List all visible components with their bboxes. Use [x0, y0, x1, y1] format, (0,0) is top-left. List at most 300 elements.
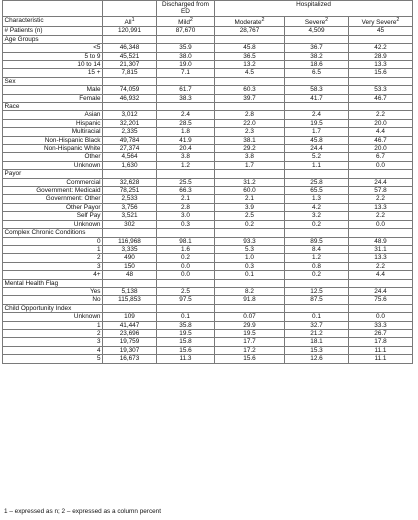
row-value: 61.7	[157, 86, 215, 94]
row-value: 58.3	[285, 86, 349, 94]
row-value: 3,335	[103, 245, 157, 253]
table-row	[3, 60, 413, 68]
row-value: 32,628	[103, 178, 157, 186]
row-value: 0.0	[349, 220, 413, 228]
row-value: 20.0	[349, 119, 413, 127]
row-value: 4.4	[349, 271, 413, 279]
row-value: 0.0	[349, 161, 413, 169]
row-label: No	[3, 296, 103, 304]
row-value: 48.9	[349, 237, 413, 245]
row-value: 19,307	[103, 346, 157, 354]
table-row	[3, 145, 413, 153]
section-spacer-cell	[215, 170, 285, 178]
row-value: 91.8	[215, 296, 285, 304]
section-spacer-cell	[103, 229, 157, 237]
row-value: 38.3	[157, 94, 215, 102]
row-value: 18.1	[285, 338, 349, 346]
row-label: 10 to 14	[3, 60, 103, 68]
row-label: 3	[3, 262, 103, 270]
row-value: 302	[103, 220, 157, 228]
row-value: 32.7	[285, 321, 349, 329]
row-value: 35.8	[157, 321, 215, 329]
table-row	[3, 271, 413, 279]
row-label: Unknown	[3, 313, 103, 321]
section-header-row	[3, 279, 413, 287]
row-value: 150	[103, 262, 157, 270]
row-value: 15.8	[157, 338, 215, 346]
table-row	[3, 237, 413, 245]
row-value: 5.2	[285, 153, 349, 161]
header-severe	[285, 16, 349, 27]
row-value: 0.3	[157, 220, 215, 228]
row-value: 32,201	[103, 119, 157, 127]
row-value: 15.6	[157, 346, 215, 354]
row-value: 21,307	[103, 60, 157, 68]
section-spacer-cell	[103, 35, 157, 43]
row-value: 19.5	[157, 329, 215, 337]
row-value: 8.4	[285, 245, 349, 253]
section-spacer-cell	[349, 279, 413, 287]
row-value: 15.6	[215, 355, 285, 363]
row-value: 31.1	[349, 245, 413, 253]
patients-row	[3, 27, 413, 35]
table-body	[3, 1, 413, 364]
table-row	[3, 262, 413, 270]
table-row	[3, 178, 413, 186]
section-spacer-cell	[103, 77, 157, 85]
row-value: 2.2	[349, 111, 413, 119]
row-value: 87.5	[285, 296, 349, 304]
row-value: 2.3	[215, 128, 285, 136]
patients-value: 87,670	[157, 27, 215, 35]
row-value: 490	[103, 254, 157, 262]
row-value: 49,784	[103, 136, 157, 144]
row-value: 74,059	[103, 86, 157, 94]
section-title: Complex Chronic Conditions	[3, 229, 103, 237]
section-title: Age Groups	[3, 35, 103, 43]
row-label: <5	[3, 44, 103, 52]
row-value: 7,815	[103, 69, 157, 77]
row-value: 3.8	[215, 153, 285, 161]
section-spacer-cell	[157, 229, 215, 237]
table-row	[3, 44, 413, 52]
header-moderate-sup: 2	[261, 16, 265, 23]
row-value: 17.8	[349, 338, 413, 346]
section-spacer-cell	[285, 279, 349, 287]
table-row	[3, 254, 413, 262]
section-title: Sex	[3, 77, 103, 85]
section-spacer-cell	[215, 304, 285, 312]
row-label: 4+	[3, 271, 103, 279]
section-header-row	[3, 170, 413, 178]
row-value: 46.7	[349, 94, 413, 102]
row-label: 3	[3, 338, 103, 346]
row-label: Yes	[3, 287, 103, 295]
row-value: 21.2	[285, 329, 349, 337]
row-value: 46,348	[103, 44, 157, 52]
row-value: 1.1	[285, 161, 349, 169]
row-value: 27,374	[103, 145, 157, 153]
row-value: 2.8	[215, 111, 285, 119]
row-value: 0.1	[157, 313, 215, 321]
table-row	[3, 245, 413, 253]
patients-value: 4,509	[285, 27, 349, 35]
header-group-row	[3, 1, 413, 17]
section-spacer-cell	[215, 229, 285, 237]
section-spacer-cell	[103, 103, 157, 111]
row-value: 57.8	[349, 187, 413, 195]
table-row	[3, 136, 413, 144]
section-spacer-cell	[349, 77, 413, 85]
row-value: 2.2	[349, 262, 413, 270]
header-mild-label: Mild	[178, 18, 190, 26]
row-value: 3,521	[103, 212, 157, 220]
row-value: 2.2	[349, 195, 413, 203]
section-spacer-cell	[103, 170, 157, 178]
table-row	[3, 313, 413, 321]
row-value: 24.4	[285, 145, 349, 153]
row-label: 2	[3, 254, 103, 262]
row-value: 0.0	[157, 262, 215, 270]
section-spacer-cell	[157, 279, 215, 287]
header-moderate	[215, 16, 285, 27]
row-value: 26.7	[349, 329, 413, 337]
row-label: Unknown	[3, 220, 103, 228]
row-label: 1	[3, 321, 103, 329]
section-spacer-cell	[157, 304, 215, 312]
header-mild-sup: 2	[189, 16, 193, 23]
row-value: 15.3	[285, 346, 349, 354]
row-value: 13.3	[349, 203, 413, 211]
row-value: 13.2	[215, 60, 285, 68]
row-value: 17.2	[215, 346, 285, 354]
section-spacer-cell	[285, 103, 349, 111]
row-label: Female	[3, 94, 103, 102]
table-row	[3, 69, 413, 77]
row-value: 38.2	[285, 52, 349, 60]
header-all-sup: 1	[131, 16, 135, 23]
row-value: 0.3	[215, 262, 285, 270]
header-discharged-group: Discharged from ED	[157, 1, 215, 17]
row-value: 1.2	[285, 254, 349, 262]
row-value: 20.4	[157, 145, 215, 153]
row-value: 19,759	[103, 338, 157, 346]
section-spacer-cell	[157, 103, 215, 111]
row-value: 11.3	[157, 355, 215, 363]
row-value: 19.5	[285, 119, 349, 127]
row-value: 2.8	[157, 203, 215, 211]
row-value: 2.5	[215, 212, 285, 220]
row-value: 23,696	[103, 329, 157, 337]
row-value: 22.0	[215, 119, 285, 127]
table-row	[3, 86, 413, 94]
table-row	[3, 187, 413, 195]
header-characteristic: Characteristic	[3, 16, 103, 27]
row-label: 4	[3, 346, 103, 354]
row-value: 28.5	[157, 119, 215, 127]
row-label: Other	[3, 153, 103, 161]
row-value: 0.2	[215, 220, 285, 228]
row-label: Government: Other	[3, 195, 103, 203]
row-value: 6.7	[349, 153, 413, 161]
row-label: Asian	[3, 111, 103, 119]
row-value: 65.5	[285, 187, 349, 195]
table-row	[3, 212, 413, 220]
row-value: 29.9	[215, 321, 285, 329]
header-very-severe-sup: 2	[396, 16, 400, 23]
table-row	[3, 329, 413, 337]
section-spacer-cell	[285, 35, 349, 43]
row-value: 11.1	[349, 355, 413, 363]
row-value: 4,564	[103, 153, 157, 161]
row-value: 89.5	[285, 237, 349, 245]
row-value: 1.7	[285, 128, 349, 136]
row-value: 1.8	[157, 128, 215, 136]
table-row	[3, 161, 413, 169]
row-label: Male	[3, 86, 103, 94]
row-value: 46,932	[103, 94, 157, 102]
section-spacer-cell	[349, 170, 413, 178]
row-value: 36.7	[285, 44, 349, 52]
header-blank-cell	[103, 1, 157, 17]
section-header-row	[3, 77, 413, 85]
row-value: 18.6	[285, 60, 349, 68]
row-label: Multiracial	[3, 128, 103, 136]
row-value: 20.0	[349, 145, 413, 153]
header-all-label: All	[124, 18, 132, 26]
row-value: 1.7	[215, 161, 285, 169]
row-value: 24.4	[349, 287, 413, 295]
section-header-row	[3, 229, 413, 237]
row-label: 1	[3, 245, 103, 253]
row-value: 97.5	[157, 296, 215, 304]
row-value: 0.2	[285, 271, 349, 279]
row-label: Self Pay	[3, 212, 103, 220]
header-all	[103, 16, 157, 27]
row-value: 0.2	[157, 254, 215, 262]
row-value: 2,533	[103, 195, 157, 203]
row-value: 19.5	[215, 329, 285, 337]
row-value: 36.5	[215, 52, 285, 60]
row-value: 0.1	[215, 271, 285, 279]
patients-value: 28,767	[215, 27, 285, 35]
row-value: 11.1	[349, 346, 413, 354]
row-label: 5	[3, 355, 103, 363]
table-row	[3, 346, 413, 354]
row-value: 15.6	[349, 69, 413, 77]
table-row	[3, 111, 413, 119]
table-row	[3, 321, 413, 329]
row-value: 25.5	[157, 178, 215, 186]
row-label: 15 +	[3, 69, 103, 77]
row-value: 109	[103, 313, 157, 321]
row-value: 115,853	[103, 296, 157, 304]
section-spacer-cell	[215, 35, 285, 43]
row-label: Hispanic	[3, 119, 103, 127]
row-value: 53.3	[349, 86, 413, 94]
row-value: 3.9	[215, 203, 285, 211]
row-value: 3.0	[157, 212, 215, 220]
table-row	[3, 203, 413, 211]
row-value: 2.1	[157, 195, 215, 203]
row-value: 4.4	[349, 128, 413, 136]
row-value: 41.9	[157, 136, 215, 144]
row-value: 2.2	[349, 212, 413, 220]
row-value: 3,756	[103, 203, 157, 211]
row-label: Other Payor	[3, 203, 103, 211]
row-value: 66.3	[157, 187, 215, 195]
row-value: 46.7	[349, 136, 413, 144]
section-spacer-cell	[285, 229, 349, 237]
row-value: 2.4	[157, 111, 215, 119]
row-value: 93.3	[215, 237, 285, 245]
row-value: 8.2	[215, 287, 285, 295]
row-value: 41,447	[103, 321, 157, 329]
header-moderate-label: Moderate	[234, 18, 262, 26]
row-value: 29.2	[215, 145, 285, 153]
row-value: 12.6	[285, 355, 349, 363]
row-value: 2.5	[157, 287, 215, 295]
row-value: 0.07	[215, 313, 285, 321]
row-value: 42.2	[349, 44, 413, 52]
section-spacer-cell	[349, 103, 413, 111]
section-spacer-cell	[157, 77, 215, 85]
section-spacer-cell	[349, 35, 413, 43]
section-spacer-cell	[157, 170, 215, 178]
table-row	[3, 195, 413, 203]
table-row	[3, 128, 413, 136]
header-very-severe-label: Very Severe	[361, 18, 397, 26]
row-value: 48	[103, 271, 157, 279]
section-header-row	[3, 103, 413, 111]
row-value: 60.0	[215, 187, 285, 195]
row-value: 45.8	[215, 44, 285, 52]
row-value: 1.3	[285, 195, 349, 203]
row-value: 0.8	[285, 262, 349, 270]
row-label: Commercial	[3, 178, 103, 186]
patients-value: 120,991	[103, 27, 157, 35]
table-row	[3, 296, 413, 304]
row-value: 4.5	[215, 69, 285, 77]
footnote: 1 – expressed as n; 2 – expressed as a column percent	[4, 508, 162, 515]
row-value: 2.1	[215, 195, 285, 203]
row-value: 38.1	[215, 136, 285, 144]
row-value: 39.7	[215, 94, 285, 102]
row-value: 1.0	[215, 254, 285, 262]
table-row	[3, 287, 413, 295]
row-value: 25.8	[285, 178, 349, 186]
patients-label: # Patients (n)	[3, 27, 103, 35]
row-value: 1,630	[103, 161, 157, 169]
row-value: 28.9	[349, 52, 413, 60]
section-spacer-cell	[215, 279, 285, 287]
row-label: 2	[3, 329, 103, 337]
section-title: Child Opportunity Index	[3, 304, 103, 312]
row-value: 2.4	[285, 111, 349, 119]
header-column-row	[3, 16, 413, 27]
section-header-row	[3, 35, 413, 43]
header-mild	[157, 16, 215, 27]
row-value: 31.2	[215, 178, 285, 186]
row-value: 5.3	[215, 245, 285, 253]
row-value: 0.2	[285, 220, 349, 228]
row-value: 6.5	[285, 69, 349, 77]
row-value: 7.1	[157, 69, 215, 77]
row-value: 13.3	[349, 254, 413, 262]
row-value: 0.0	[157, 271, 215, 279]
section-spacer-cell	[215, 77, 285, 85]
row-value: 60.3	[215, 86, 285, 94]
header-hospitalized-group: Hospitalized	[215, 1, 413, 17]
table-row	[3, 153, 413, 161]
row-value: 12.5	[285, 287, 349, 295]
row-label: Government: Medicaid	[3, 187, 103, 195]
row-value: 0.0	[349, 313, 413, 321]
row-value: 3.8	[157, 153, 215, 161]
row-value: 3.2	[285, 212, 349, 220]
header-severe-sup: 2	[325, 16, 329, 23]
row-value: 17.7	[215, 338, 285, 346]
row-value: 78,251	[103, 187, 157, 195]
row-value: 116,968	[103, 237, 157, 245]
table-row	[3, 338, 413, 346]
row-value: 5,138	[103, 287, 157, 295]
table-row	[3, 220, 413, 228]
table-row	[3, 94, 413, 102]
header-very-severe	[349, 16, 413, 27]
row-value: 45,521	[103, 52, 157, 60]
row-value: 33.3	[349, 321, 413, 329]
row-label: 0	[3, 237, 103, 245]
section-spacer-cell	[349, 229, 413, 237]
header-severe-label: Severe	[304, 18, 326, 26]
section-title: Mental Health Flag	[3, 279, 103, 287]
row-value: 75.6	[349, 296, 413, 304]
patients-value: 45	[349, 27, 413, 35]
section-spacer-cell	[215, 103, 285, 111]
row-label: Unknown	[3, 161, 103, 169]
row-value: 1.6	[157, 245, 215, 253]
section-title: Race	[3, 103, 103, 111]
section-spacer-cell	[157, 35, 215, 43]
section-spacer-cell	[285, 170, 349, 178]
row-value: 4.2	[285, 203, 349, 211]
row-label: 5 to 9	[3, 52, 103, 60]
row-value: 13.3	[349, 60, 413, 68]
row-value: 0.1	[285, 313, 349, 321]
row-value: 3,012	[103, 111, 157, 119]
row-label: Non-Hispanic White	[3, 145, 103, 153]
row-value: 2,335	[103, 128, 157, 136]
row-value: 45.8	[285, 136, 349, 144]
row-value: 19.0	[157, 60, 215, 68]
section-spacer-cell	[349, 304, 413, 312]
table-row	[3, 52, 413, 60]
row-value: 24.4	[349, 178, 413, 186]
section-title: Payor	[3, 170, 103, 178]
section-spacer-cell	[285, 77, 349, 85]
row-value: 38.0	[157, 52, 215, 60]
table-row	[3, 355, 413, 363]
table-row	[3, 119, 413, 127]
header-blank-cell	[3, 1, 103, 17]
section-spacer-cell	[285, 304, 349, 312]
row-value: 1.2	[157, 161, 215, 169]
section-header-row	[3, 304, 413, 312]
row-value: 41.7	[285, 94, 349, 102]
row-value: 35.9	[157, 44, 215, 52]
demographics-table	[2, 0, 413, 364]
